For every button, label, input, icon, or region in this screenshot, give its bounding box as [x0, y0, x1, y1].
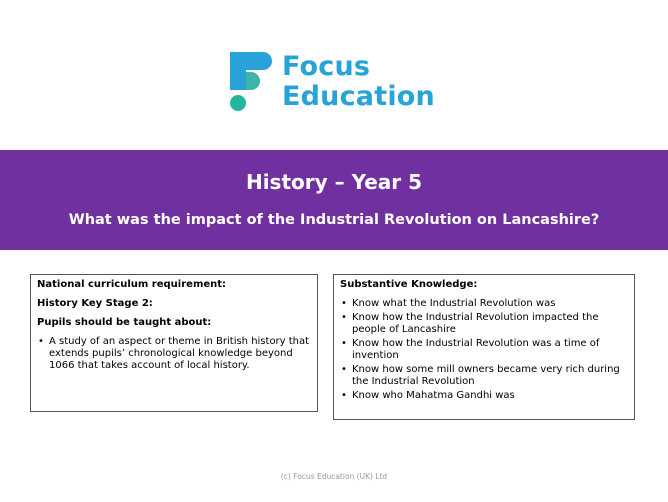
- focus-education-logo: [228, 52, 448, 116]
- curriculum-list: [37, 336, 311, 372]
- knowledge-heading: Substantive Knowledge:: [340, 279, 478, 290]
- focus-logo-icon: [228, 52, 278, 112]
- logo-wordmark: [282, 52, 435, 112]
- list-item: • Know how some mill owners became very rich during the Industrial Revolution: [340, 364, 628, 388]
- curriculum-box: [30, 274, 318, 412]
- list-item: • Know how the Industrial Revolution impacted the people of Lancashire: [340, 312, 628, 336]
- list-item: • A study of an aspect or theme in British history that extends pupils’ chronological knowledge beyond 1066 that takes account of local history.: [37, 336, 311, 372]
- logo-line-1: Focus: [282, 51, 371, 82]
- page-title: History – Year 5: [245, 170, 423, 194]
- curriculum-heading: National curriculum requirement:: [37, 279, 227, 290]
- taught-label: Pupils should be taught about:: [37, 317, 212, 328]
- list-item: • Know what the Industrial Revolution was: [340, 298, 628, 310]
- title-banner: [0, 150, 668, 250]
- key-stage-label: History Key Stage 2:: [37, 298, 153, 309]
- logo-line-2: Education: [282, 81, 435, 112]
- knowledge-box: [333, 274, 635, 420]
- list-item: • Know who Mahatma Gandhi was: [340, 390, 628, 402]
- list-item: • Know how the Industrial Revolution was a time of invention: [340, 338, 628, 362]
- knowledge-list: [340, 298, 628, 402]
- copyright-footer: (c) Focus Education (UK) Ltd: [280, 472, 388, 481]
- page-subtitle: What was the impact of the Industrial Revolution on Lancashire?: [68, 212, 600, 228]
